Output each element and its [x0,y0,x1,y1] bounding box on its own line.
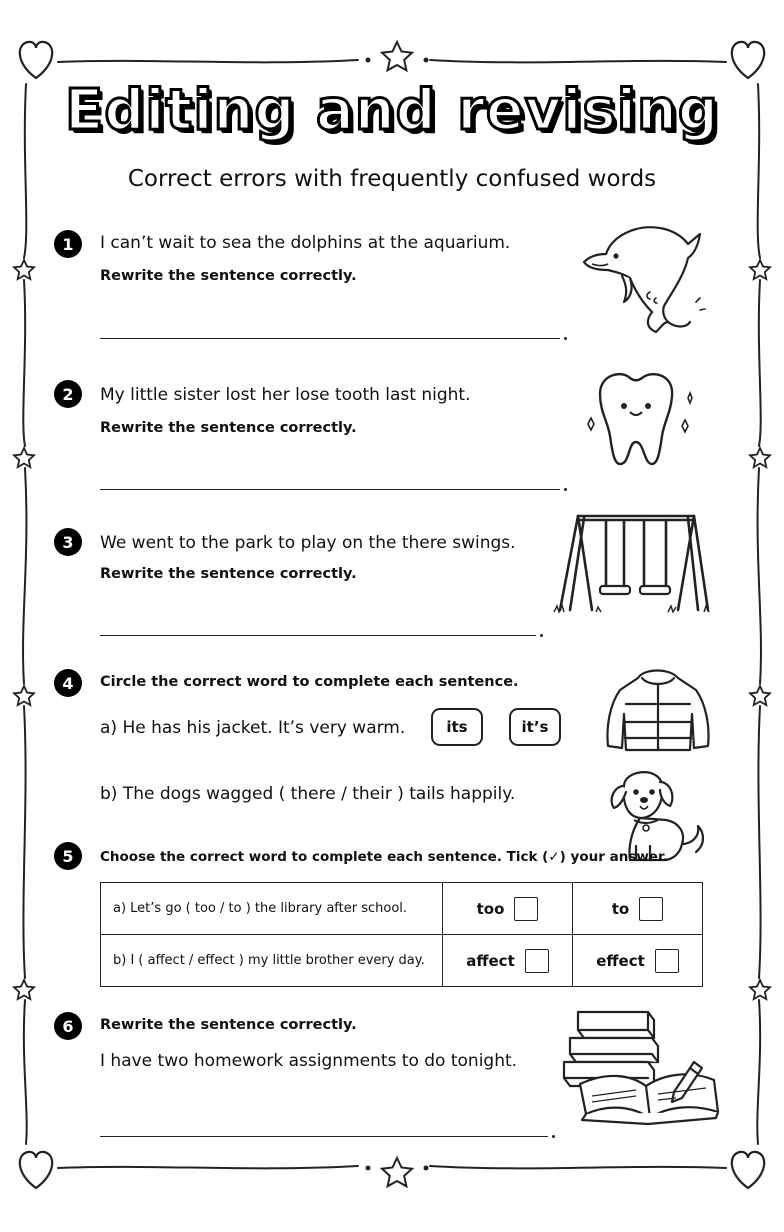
choice-its-contraction-button[interactable]: it’s [509,708,561,746]
option-label: too [476,899,505,918]
option-cell [573,935,703,987]
tick-checkbox[interactable] [639,897,663,921]
question-6-answer-line[interactable] [100,1136,548,1137]
question-4-instruction: Circle the correct word to complete each sentence. [100,674,519,690]
period-dot [564,488,567,491]
tick-checkbox[interactable] [514,897,538,921]
tick-checkbox[interactable] [525,949,549,973]
question-2-instruction: Rewrite the sentence correctly. [100,420,357,436]
option-cell [443,935,573,987]
question-4b-sentence: b) The dogs wagged ( there / their ) tails happily. [100,784,516,804]
question-6-sentence: I have two homework assignments to do tonight. [100,1051,518,1071]
question-number-5: 5 [54,842,82,870]
question-number-6: 6 [54,1012,82,1040]
period-dot [540,634,543,637]
option-label: affect [466,951,515,970]
table-row [101,883,703,935]
question-2-sentence: My little sister lost her lose tooth last night. [100,385,471,405]
tick-answer-table [100,882,703,987]
tick-checkbox[interactable] [655,949,679,973]
question-3-instruction: Rewrite the sentence correctly. [100,566,357,582]
page-subtitle: Correct errors with frequently confused words [127,166,657,192]
jacket-icon [600,664,716,756]
question-6-instruction: Rewrite the sentence correctly. [100,1017,357,1033]
page-title: Editing and revising [65,78,719,143]
swing-set-icon [548,506,718,620]
period-dot [552,1135,555,1138]
question-3-sentence: We went to the park to play on the there swings. [100,533,516,553]
question-5-instruction: Choose the correct word to complete each sentence. Tick (✓) your answer. [100,849,668,865]
question-number-2: 2 [54,380,82,408]
question-3-answer-line[interactable] [100,635,536,636]
books-and-pencil-icon [556,1004,722,1128]
table-question-cell: a) Let’s go ( too / to ) the library after school. [101,883,443,935]
option-cell [573,883,703,935]
period-dot [564,337,567,340]
question-number-1: 1 [54,230,82,258]
dolphin-icon [576,218,716,338]
question-number-4: 4 [54,669,82,697]
option-label: to [611,899,630,918]
question-1-instruction: Rewrite the sentence correctly. [100,268,357,284]
choice-its-button[interactable]: its [431,708,483,746]
question-1-answer-line[interactable] [100,338,560,339]
question-2-answer-line[interactable] [100,489,560,490]
option-label: effect [596,951,645,970]
table-question-cell: b) I ( affect / effect ) my little brother every day. [101,935,443,987]
tooth-icon [578,368,702,472]
table-row [101,935,703,987]
question-4a-sentence: a) He has his jacket. It’s very warm. [100,718,406,738]
option-cell [443,883,573,935]
question-number-3: 3 [54,528,82,556]
question-1-sentence: I can’t wait to sea the dolphins at the aquarium. [100,233,511,253]
